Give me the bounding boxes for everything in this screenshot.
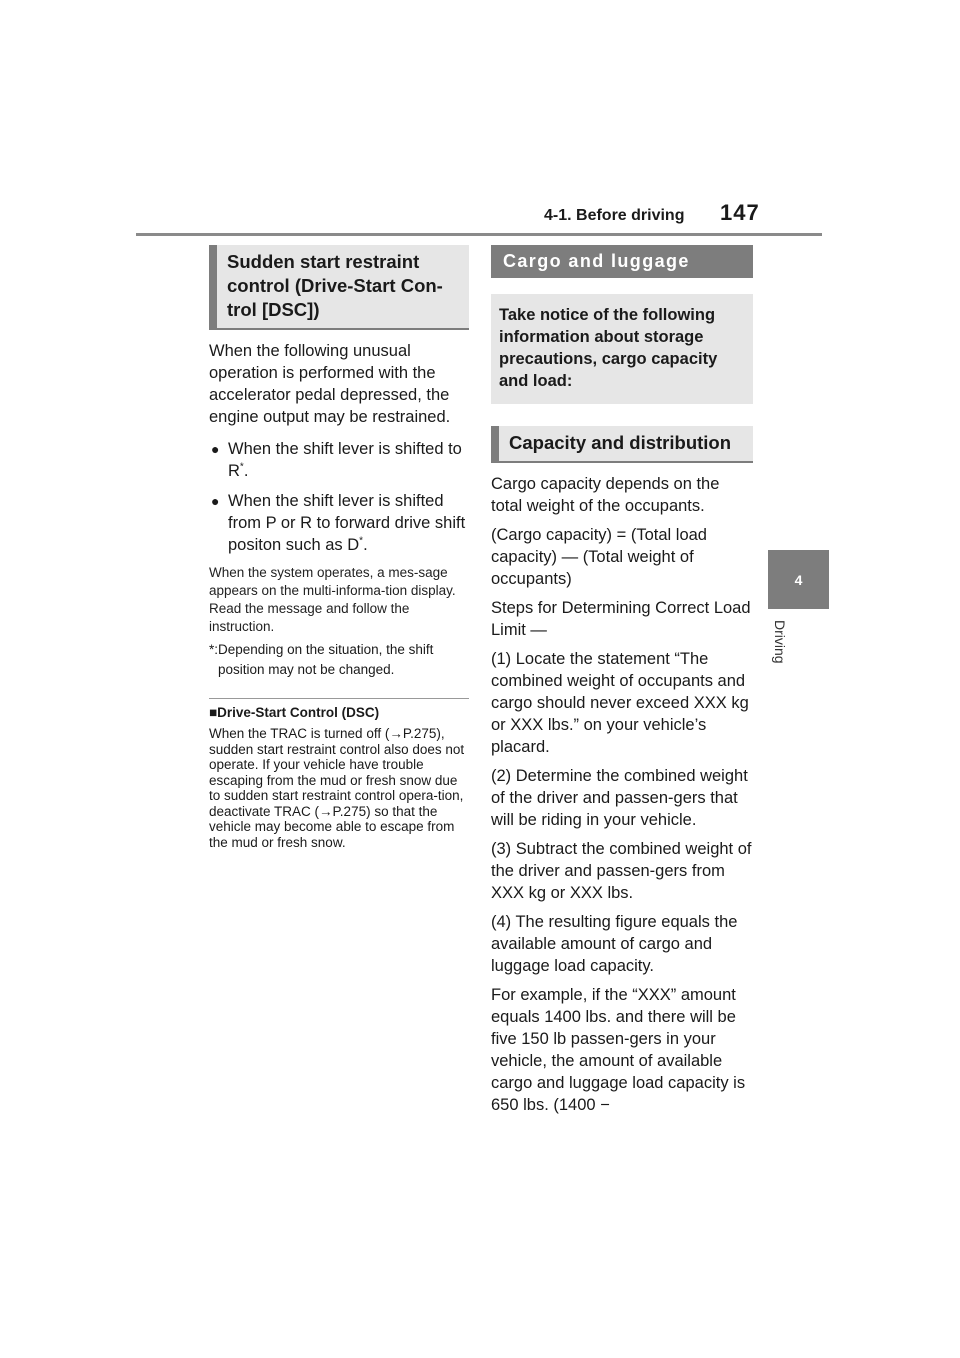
asterisk-mark: * bbox=[239, 461, 244, 473]
paragraph: (Cargo capacity) = (Total load capacity) — (Total weight of occupants) bbox=[491, 526, 707, 588]
header-rule bbox=[136, 233, 822, 236]
subsection-body: When the TRAC is turned off (→P.275), sudden start restraint control also does not operate. If your vehicle have trouble escaping from the mud or fresh snow due to sudden start restraint control opera-tion, deactivate TRAC (→P.275) so that the vehicle may become able to escape from the mud or fresh snow. bbox=[209, 726, 465, 850]
paragraph: (4) The resulting figure equals the available amount of cargo and luggage load capacity. bbox=[491, 913, 738, 975]
asterisk-mark: * bbox=[359, 535, 364, 547]
bullet-icon: ● bbox=[211, 493, 220, 509]
bullet-item bbox=[209, 490, 469, 556]
chapter-number: 4 bbox=[794, 572, 803, 588]
section-heading-cargo: Cargo and luggage bbox=[491, 245, 753, 278]
footnote bbox=[209, 640, 469, 680]
capacity-paragraphs bbox=[491, 473, 753, 1116]
dsc-bullet-list bbox=[209, 438, 469, 556]
bullet-period: . bbox=[363, 536, 368, 554]
paragraph: (3) Subtract the combined weight of the driver and passen-gers from XXX kg or XXX lbs. bbox=[491, 840, 752, 902]
bullet-period: . bbox=[243, 462, 249, 480]
footnote-mark: *: bbox=[209, 642, 219, 657]
section-divider bbox=[209, 698, 469, 699]
chapter-label-container bbox=[772, 620, 790, 700]
chapter-tab bbox=[768, 550, 829, 609]
footnote-text: Depending on the situation, the shift position may not be changed. bbox=[218, 642, 434, 677]
bullet-icon: ● bbox=[211, 441, 220, 457]
paragraph: (2) Determine the combined weight of the driver and passen-gers that will be riding in your vehicle. bbox=[491, 767, 748, 829]
subheading-capacity: Capacity and distribution bbox=[491, 426, 753, 463]
bullet-text: When the shift lever is shifted from P or R to forward drive shift positon such as D bbox=[228, 492, 466, 554]
chapter-label: Driving bbox=[772, 620, 788, 664]
right-column bbox=[491, 245, 753, 1123]
dsc-note: When the system operates, a mes-sage appears on the multi-informa-tion display. Read the message and follow the instruction. bbox=[209, 565, 456, 634]
paragraph: Cargo capacity depends on the total weight of the occupants. bbox=[491, 475, 720, 515]
page-number: 147 bbox=[720, 200, 760, 225]
bullet-text: When the shift lever is shifted to R bbox=[228, 440, 462, 480]
dsc-intro: When the following unusual operation is performed with the accelerator pedal depressed, the engine output may be restrained. bbox=[209, 342, 451, 426]
subsection-title: ■Drive-Start Control (DSC) bbox=[209, 705, 380, 720]
cargo-intro-box: Take notice of the following information about storage precautions, cargo capacity and load: bbox=[491, 294, 753, 404]
paragraph: (1) Locate the statement “The combined weight of occupants and cargo should never exceed XXX kg or XXX lbs.” on your vehicle’s placard. bbox=[491, 650, 749, 756]
paragraph: Steps for Determining Correct Load Limit — bbox=[491, 599, 751, 639]
section-heading-dsc: Sudden start restraint control (Drive-Start Con-trol [DSC]) bbox=[209, 245, 469, 330]
left-column bbox=[209, 245, 469, 850]
paragraph: For example, if the “XXX” amount equals 1400 lbs. and there will be five 150 lb passen-gers in your vehicle, the amount of available cargo and luggage load capacity is 650 lbs. (1400 − bbox=[491, 986, 746, 1114]
section-title: 4-1. Before driving bbox=[544, 207, 685, 224]
bullet-item bbox=[209, 438, 469, 482]
